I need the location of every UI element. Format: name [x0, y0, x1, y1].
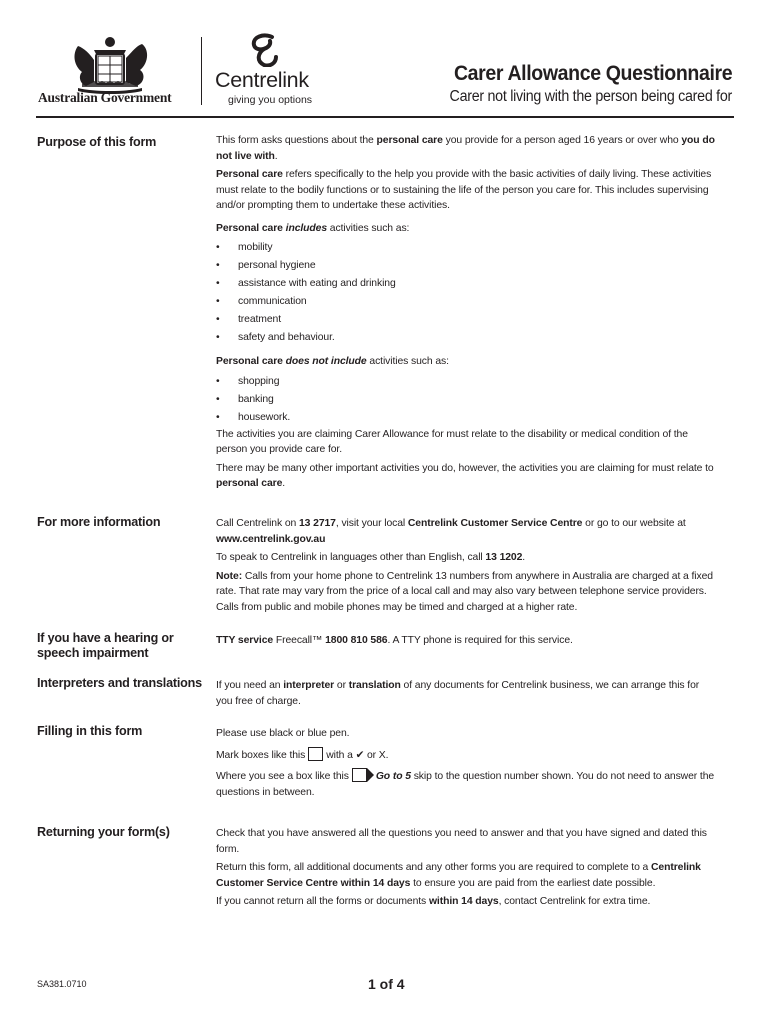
centrelink-logo-icon	[242, 33, 288, 67]
languages-paragraph: To speak to Centrelink in languages other than English, call 13 1202.	[216, 552, 526, 563]
mark-boxes-instruction: Mark boxes like this with a ✔ or X.	[216, 747, 716, 764]
section-title-filling: Filling in this form	[37, 724, 143, 738]
list-item: • housework.	[216, 411, 291, 423]
arrow-right-icon	[367, 768, 374, 782]
excludes-intro: Personal care does not include activities such as:	[216, 356, 449, 367]
agency-tagline: giving you options	[228, 94, 313, 106]
list-item: • mobility	[216, 242, 273, 253]
tty-paragraph: TTY service Freecall™ 1800 810 586. A TTY phone is required for this service.	[216, 635, 573, 646]
section-title-hearing: If you have a hearing or speech impairment	[37, 631, 174, 660]
example-checkbox	[308, 747, 323, 761]
go-to-instruction: Where you see a box like this Go to 5 skip to the question number shown. You do not need to answer the questions in between.	[216, 768, 716, 800]
list-item: • personal hygiene	[216, 260, 316, 271]
page-number: 1 of 4	[368, 976, 405, 992]
example-goto-box	[352, 768, 367, 782]
includes-intro: Personal care includes activities such as:	[216, 222, 410, 234]
purpose-note-1: The activities you are claiming Carer Allowance for must relate to the disability or medical condition of the person you provide care for.	[216, 428, 688, 455]
list-item: • treatment	[216, 314, 281, 325]
list-item: • assistance with eating and drinking	[216, 278, 396, 289]
agency-name: Centrelink	[215, 68, 309, 92]
personal-care-definition: Personal care refers specifically to the help you provide with the basic activities of daily living. These activities must relate to the bodily functions or to sustaining the life of the person you care for. This includes supervising and/or prompting them to undertake these activities.	[216, 169, 712, 211]
purpose-note-2: There may be many other important activities you do, however, the activities you are claiming for must relate to personal care.	[216, 462, 714, 489]
section-body-hearing	[216, 633, 716, 652]
call-charges-note: Note: Calls from your home phone to Centrelink 13 numbers from anywhere in Australia are charged at a fixed rate. That rate may vary from the price of a local call and may also vary between telephone service providers. Calls from public and mobile phones may be timed and charged at a higher rate.	[216, 570, 713, 613]
return-check-paragraph: Check that you have answered all the questions you need to answer and that you have signed and dated this form.	[216, 828, 707, 855]
list-item: • safety and behaviour.	[216, 332, 335, 343]
return-deadline-paragraph: Return this form, all additional documents and any other forms you are required to complete to a Centrelink Customer Service Centre within 14 days to ensure you are paid from the earliest date possible.	[216, 862, 701, 889]
extra-time-paragraph: If you cannot return all the forms or documents within 14 days, contact Centrelink for extra time.	[216, 896, 651, 907]
purpose-paragraph: This form asks questions about the personal care you provide for a person aged 16 years or over who you do not live with.	[216, 135, 715, 162]
form-title: Carer Allowance Questionnaire	[453, 62, 732, 85]
section-body-filling	[216, 726, 716, 803]
section-body-purpose	[216, 133, 716, 495]
section-body-more-info	[216, 516, 716, 618]
form-subtitle: Carer not living with the person being cared for	[449, 88, 732, 105]
header-rule	[36, 116, 734, 118]
section-body-returning	[216, 826, 716, 913]
contact-paragraph: Call Centrelink on 13 2717, visit your local Centrelink Customer Service Centre or go to our website at www.centrelink.gov.au	[216, 518, 686, 545]
excludes-list	[216, 373, 716, 427]
list-item: • shopping	[216, 375, 280, 387]
includes-list	[216, 239, 716, 347]
header-divider	[201, 37, 202, 105]
interpreter-paragraph: If you need an interpreter or translation of any documents for Centrelink business, we can arrange this for you free of charge.	[216, 680, 700, 707]
pen-instruction: Please use black or blue pen.	[216, 728, 350, 739]
list-item: • banking	[216, 393, 274, 405]
form-code: SA381.0710	[37, 979, 87, 989]
section-title-interpreters: Interpreters and translations	[37, 676, 202, 690]
section-title-more-info: For more information	[37, 515, 161, 529]
section-title-returning: Returning your form(s)	[37, 825, 170, 839]
government-name: Australian Government	[38, 90, 172, 105]
list-item: • communication	[216, 296, 307, 307]
section-body-interpreters	[216, 678, 716, 712]
section-title-purpose: Purpose of this form	[37, 135, 157, 149]
website-link[interactable]: www.centrelink.gov.au	[216, 533, 326, 545]
